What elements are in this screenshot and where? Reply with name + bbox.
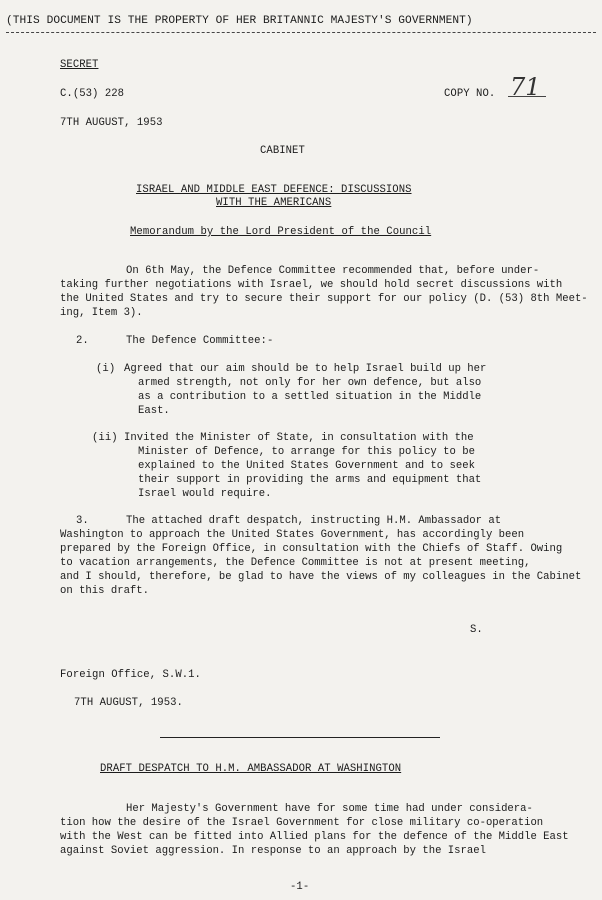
draft-line: tion how the desire of the Israel Government for close military co-operation (60, 817, 544, 829)
paragraph-1-line: On 6th May, the Defence Committee recommended that, before under- (126, 265, 540, 277)
item-ii-text (124, 431, 481, 501)
paragraph-3-line: and I should, therefore, be glad to have the views of my colleagues in the Cabinet (60, 571, 582, 583)
item-i-line: as a contribution to a settled situation in the Middle (138, 391, 482, 403)
paragraph-3-number: 3. (76, 515, 89, 527)
section-divider (160, 737, 440, 738)
draft-paragraph (60, 802, 569, 858)
item-i-line: Agreed that our aim should be to help Israel build up her (124, 363, 487, 375)
document-date: 7TH AUGUST, 1953 (60, 117, 163, 129)
item-ii-line: their support in providing the arms and equipment that (138, 474, 482, 486)
page-number: -1- (290, 881, 310, 893)
item-ii-line: Israel would require. (138, 488, 272, 500)
copy-number-label: COPY NO. (444, 88, 496, 100)
paragraph-3-line: prepared by the Foreign Office, in consultation with the Chiefs of Staff. Owing (60, 543, 563, 555)
paragraph-3-line: Washington to approach the United States Government, has accordingly been (60, 529, 525, 541)
cabinet-heading: CABINET (260, 145, 305, 157)
paragraph-3-line: The attached draft despatch, instructing H.M. Ambassador at (126, 515, 502, 527)
paragraph-1 (60, 264, 588, 320)
item-ii-line: Invited the Minister of State, in consultation with the (124, 432, 474, 444)
item-i-text (124, 362, 486, 418)
memorandum-subtitle: Memorandum by the Lord President of the Council (130, 226, 432, 238)
document-reference: C.(53) 228 (60, 88, 125, 100)
sender-date: 7TH AUGUST, 1953. (74, 697, 183, 709)
item-ii-line: Minister of Defence, to arrange for this policy to be (138, 446, 475, 458)
classification-label: SECRET (60, 59, 99, 71)
item-i-line: East. (138, 405, 170, 417)
draft-despatch-heading: DRAFT DESPATCH TO H.M. AMBASSADOR AT WASHINGTON (100, 763, 402, 775)
paragraph-1-line: the United States and try to secure their support for our policy (D. (53) 8th Meet- (60, 293, 588, 305)
paragraph-1-line: taking further negotiations with Israel, we should hold secret discussions with (60, 279, 563, 291)
item-i-label: (i) (96, 363, 116, 375)
paragraph-3 (60, 514, 581, 598)
signature-initial: S. (470, 624, 483, 636)
sender-office: Foreign Office, S.W.1. (60, 669, 201, 681)
item-ii-label: (ii) (92, 432, 118, 444)
draft-line: with the West can be fitted into Allied plans for the defence of the Middle East (60, 831, 569, 843)
paragraph-3-line: to vacation arrangements, the Defence Committee is not at present meeting, (60, 557, 531, 569)
title-line-2: WITH THE AMERICANS (216, 197, 332, 209)
draft-line: Her Majesty's Government have for some time had under considera- (126, 803, 533, 815)
draft-line: against Soviet aggression. In response to an approach by the Israel (60, 845, 486, 857)
paragraph-1-line: ing, Item 3). (60, 307, 143, 319)
header-dashed-rule (6, 32, 596, 33)
copy-number-underline (508, 96, 546, 97)
copy-number-handwritten: 71 (510, 73, 541, 101)
paragraph-3-line: on this draft. (60, 585, 150, 597)
item-i-line: armed strength, not only for her own defence, but also (138, 377, 482, 389)
paragraph-2-number: 2. (76, 335, 89, 347)
paragraph-2-text: The Defence Committee:- (126, 335, 274, 347)
title-line-1: ISRAEL AND MIDDLE EAST DEFENCE: DISCUSSIONS (136, 184, 412, 196)
property-notice: (THIS DOCUMENT IS THE PROPERTY OF HER BRITANNIC MAJESTY'S GOVERNMENT) (6, 15, 473, 27)
item-ii-line: explained to the United States Government and to seek (138, 460, 475, 472)
